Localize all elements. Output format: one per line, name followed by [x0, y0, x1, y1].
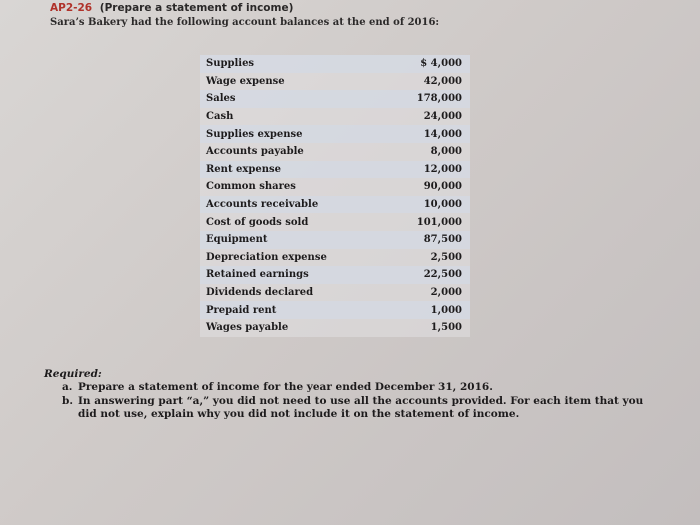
account-amount: 87,500: [387, 231, 470, 249]
account-name: Equipment: [200, 231, 387, 249]
account-balances-table: [200, 55, 470, 337]
account-amount: $ 4,000: [387, 55, 470, 73]
problem-title: [50, 2, 439, 14]
account-name: Depreciation expense: [200, 249, 387, 267]
required-item-text: Prepare a statement of income for the year ended December 31, 2016.: [78, 381, 493, 393]
account-name: Retained earnings: [200, 266, 387, 284]
required-item-b: [62, 395, 644, 421]
account-row: [200, 143, 470, 161]
account-row: [200, 213, 470, 231]
account-row: [200, 108, 470, 126]
account-amount: 24,000: [387, 108, 470, 126]
account-row: [200, 301, 470, 319]
account-row: [200, 178, 470, 196]
account-row: [200, 196, 470, 214]
account-row: [200, 73, 470, 91]
account-balances-body: [200, 55, 470, 337]
account-row: [200, 161, 470, 179]
account-amount: 1,000: [387, 301, 470, 319]
account-name: Wage expense: [200, 73, 387, 91]
account-name: Wages payable: [200, 319, 387, 337]
account-name: Supplies: [200, 55, 387, 73]
account-amount: 22,500: [387, 266, 470, 284]
account-row: [200, 125, 470, 143]
required-item-letter: b.: [62, 395, 73, 407]
required-item-letter: a.: [62, 381, 73, 393]
account-row: [200, 231, 470, 249]
account-amount: 14,000: [387, 125, 470, 143]
account-name: Accounts payable: [200, 143, 387, 161]
account-name: Cost of goods sold: [200, 213, 387, 231]
problem-intro: Sara’s Bakery had the following account balances at the end of 2016:: [50, 17, 440, 28]
account-amount: 10,000: [387, 196, 470, 214]
required-heading: Required:: [44, 368, 102, 380]
account-name: Accounts receivable: [200, 196, 387, 214]
account-row: [200, 284, 470, 302]
account-row: [200, 319, 470, 337]
account-name: Common shares: [200, 178, 387, 196]
account-name: Cash: [200, 108, 387, 126]
account-name: Rent expense: [200, 161, 387, 179]
account-amount: 178,000: [387, 90, 470, 108]
account-name: Sales: [200, 90, 387, 108]
required-item-a: [62, 381, 644, 394]
problem-id: AP2-26: [50, 2, 93, 14]
account-row: [200, 266, 470, 284]
account-name: Supplies expense: [200, 125, 387, 143]
account-amount: 42,000: [387, 73, 470, 91]
required-item-text: In answering part “a,” you did not need to use all the accounts provided. For each item that you did not use, explain why you did not include it on the statement of income.: [78, 395, 644, 420]
account-row: [200, 55, 470, 73]
required-section: [44, 368, 644, 421]
account-name: Dividends declared: [200, 284, 387, 302]
account-amount: 101,000: [387, 213, 470, 231]
problem-title-text: (Prepare a statement of income): [99, 2, 294, 14]
account-amount: 8,000: [387, 143, 470, 161]
account-name: Prepaid rent: [200, 301, 387, 319]
account-amount: 90,000: [387, 178, 470, 196]
account-amount: 12,000: [387, 161, 470, 179]
account-amount: 2,000: [387, 284, 470, 302]
account-row: [200, 90, 470, 108]
problem-header: [50, 2, 439, 28]
account-amount: 1,500: [387, 319, 470, 337]
account-amount: 2,500: [387, 249, 470, 267]
account-row: [200, 249, 470, 267]
